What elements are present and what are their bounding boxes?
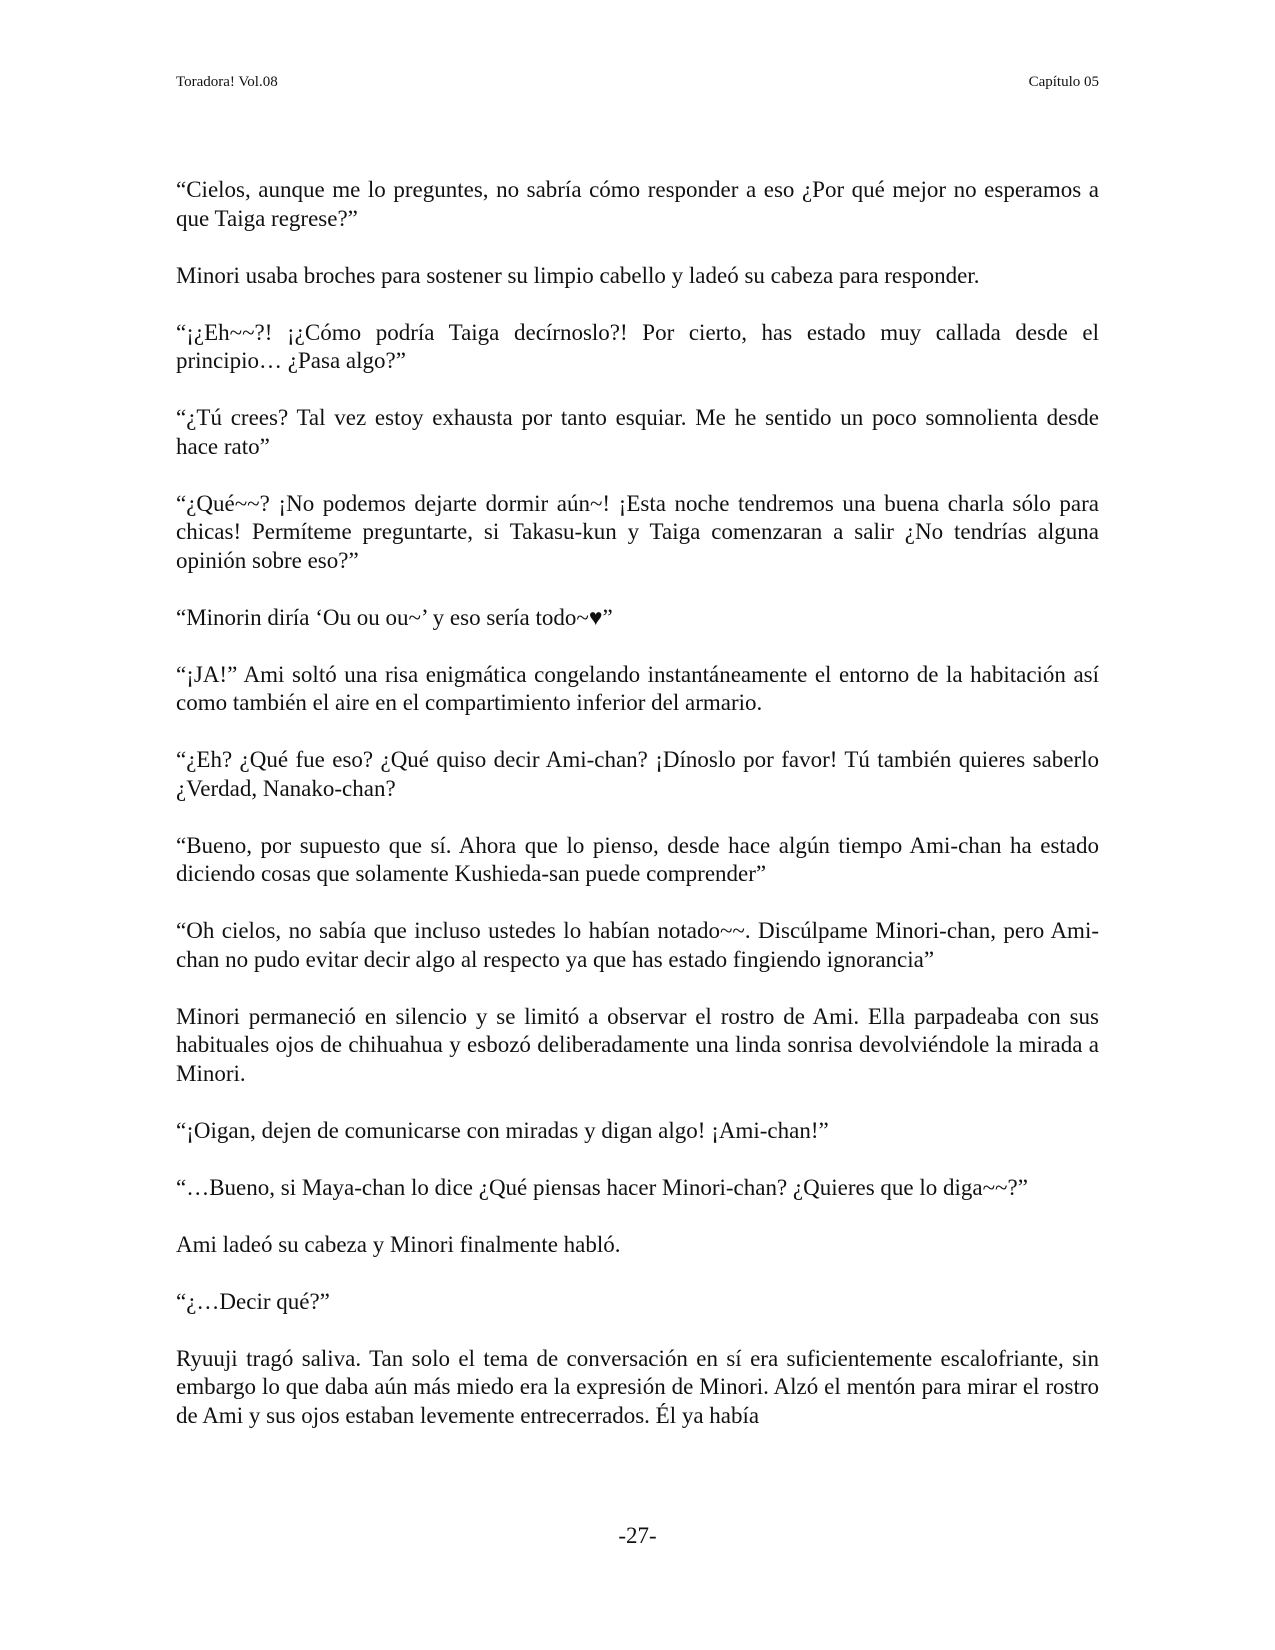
paragraph: Ami ladeó su cabeza y Minori finalmente habló. <box>176 1231 621 1257</box>
paragraph: “¿Eh? ¿Qué fue eso? ¿Qué quiso decir Ami-chan? ¡Dínoslo por favor! Tú también quieres saberlo ¿Verdad, Nanako-chan? <box>176 747 1099 801</box>
paragraph: “Oh cielos, no sabía que incluso ustedes lo habían notado~~. Discúlpame Minori-chan, pero Ami-chan no pudo evitar decir algo al respecto ya que has estado fingiendo ignorancia” <box>176 918 1099 972</box>
paragraph: Ryuuji tragó saliva. Tan solo el tema de conversación en sí era suficientemente escalofriante, sin embargo lo que daba aún más miedo era la expresión de Minori. Alzó el mentón para mirar el rostro de Ami y sus ojos estaban levemente entrecerrados. Él ya había <box>176 1345 1099 1428</box>
paragraph: “¿Qué~~? ¡No podemos dejarte dormir aún~! ¡Esta noche tendremos una buena charla sólo para chicas! Permíteme preguntarte, si Takasu-kun y Taiga comenzaran a salir ¿No tendrías alguna opinión sobre eso?” <box>176 490 1099 573</box>
paragraph: “¿…Decir qué?” <box>176 1288 330 1314</box>
paragraph: “Cielos, aunque me lo preguntes, no sabría cómo responder a eso ¿Por qué mejor no esperamos a que Taiga regrese?” <box>176 177 1099 231</box>
chapter-label: Capítulo 05 <box>1028 74 1099 90</box>
paragraph: “Bueno, por supuesto que sí. Ahora que lo pienso, desde hace algún tiempo Ami-chan ha estado diciendo cosas que solamente Kushieda-san puede comprender” <box>176 832 1099 886</box>
book-title: Toradora! Vol.08 <box>176 74 278 90</box>
paragraph: “¡Oigan, dejen de comunicarse con miradas y digan algo! ¡Ami-chan!” <box>176 1117 829 1143</box>
paragraph: “¡¿Eh~~?! ¡¿Cómo podría Taiga decírnoslo?! Por cierto, has estado muy callada desde el principio… ¿Pasa algo?” <box>176 319 1099 373</box>
page-number: -27- <box>618 1523 657 1548</box>
paragraph: “¡JA!” Ami soltó una risa enigmática congelando instantáneamente el entorno de la habitación así como también el aire en el compartimiento inferior del armario. <box>176 661 1099 715</box>
body-text <box>176 176 1099 1459</box>
paragraph: “…Bueno, si Maya-chan lo dice ¿Qué piensas hacer Minori-chan? ¿Quieres que lo diga~~?” <box>176 1174 1028 1200</box>
paragraph: “Minorin diría ‘Ou ou ou~’ y eso sería todo~♥” <box>176 604 613 630</box>
paragraph: “¿Tú crees? Tal vez estoy exhausta por tanto esquiar. Me he sentido un poco somnolienta desde hace rato” <box>176 405 1099 459</box>
paragraph: Minori permaneció en silencio y se limitó a observar el rostro de Ami. Ella parpadeaba con sus habituales ojos de chihuahua y esbozó deliberadamente una linda sonrisa devolviéndole la mirada a Minori. <box>176 1003 1099 1086</box>
page-header <box>176 72 1099 92</box>
paragraph: Minori usaba broches para sostener su limpio cabello y ladeó su cabeza para responder. <box>176 262 980 288</box>
